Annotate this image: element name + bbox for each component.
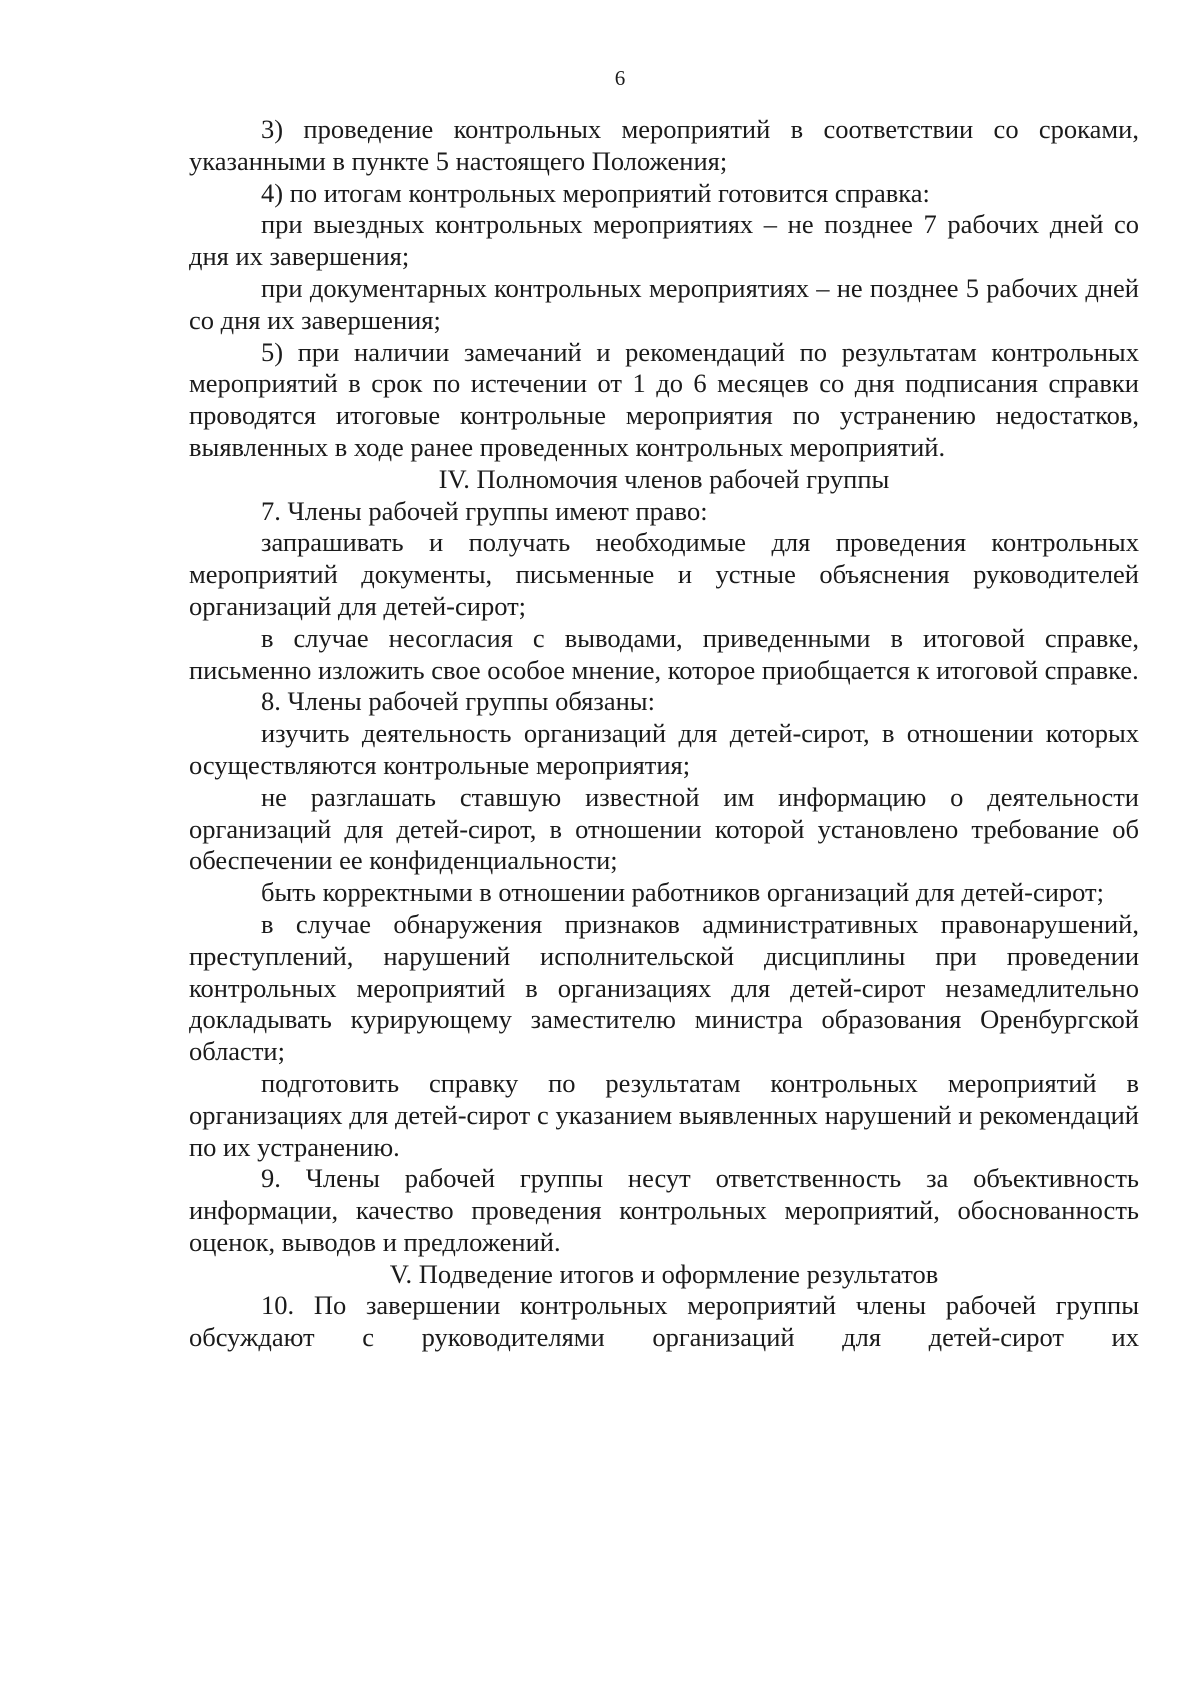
paragraph-clause-9: 9. Члены рабочей группы несут ответственность за объективность информации, качество проведения контрольных мероприятий, обоснованность оценок, выводов и предложений. <box>189 1163 1139 1257</box>
paragraph-duty-correctness: быть корректными в отношении работников организаций для детей-сирот; <box>261 877 1104 908</box>
paragraph-duty-study: изучить деятельность организаций для детей-сирот, в отношении которых осуществляются контрольные мероприятия; <box>189 718 1139 780</box>
paragraph-duty-report-violations: в случае обнаружения признаков административных правонарушений, преступлений, нарушений исполнительской дисциплины при проведении контрольных мероприятий в организациях для детей-сирот незамедлительно докладывать курирующему заместителю министра образования Оренбургской области; <box>189 908 1139 1067</box>
paragraph-item-4: 4) по итогам контрольных мероприятий готовится справка: <box>261 177 930 208</box>
paragraph-clause-7: 7. Члены рабочей группы имеют право: <box>261 495 708 526</box>
paragraph-clause-8: 8. Члены рабочей группы обязаны: <box>261 686 655 717</box>
page-number: 6 <box>614 66 626 90</box>
paragraph-item-5: 5) при наличии замечаний и рекомендаций по результатам контрольных мероприятий в срок по истечении от 1 до 6 месяцев со дня подписания справки проводятся итоговые контрольные мероприятия по устранению недостатков, выявленных в ходе ранее проведенных контрольных мероприятий. <box>189 336 1139 462</box>
section-heading-v: V. Подведение итогов и оформление результатов <box>389 1258 939 1289</box>
paragraph-clause-10: 10. По завершении контрольных мероприятий члены рабочей группы обсуждают с руководителями организаций для детей-сирот их <box>189 1290 1139 1353</box>
paragraph-duty-prepare-report: подготовить справку по результатам контрольных мероприятий в организациях для детей-сирот с указанием выявленных нарушений и рекомендаций по их устранению. <box>189 1067 1139 1162</box>
section-heading-iv: IV. Полномочия членов рабочей группы <box>438 463 890 494</box>
paragraph-right-request: запрашивать и получать необходимые для проведения контрольных мероприятий документы, письменные и устные объяснения руководителей организаций для детей-сирот; <box>189 527 1139 621</box>
paragraph-duty-confidentiality: не разглашать ставшую известной им информацию о деятельности организаций для детей-сирот, в отношении которой установлено требование об обеспечении ее конфиденциальности; <box>189 781 1139 876</box>
document-body <box>189 114 1139 1354</box>
paragraph-field-visits-deadline: при выездных контрольных мероприятиях – не позднее 7 рабочих дней со дня их завершения; <box>189 209 1139 272</box>
paragraph-right-dissent: в случае несогласия с выводами, приведенными в итоговой справке, письменно изложить свое особое мнение, которое приобщается к итоговой справке. <box>189 622 1139 685</box>
paragraph-item-3: 3) проведение контрольных мероприятий в соответствии со сроками, указанными в пункте 5 настоящего Положения; <box>189 114 1139 176</box>
paragraph-documentary-deadline: при документарных контрольных мероприятиях – не позднее 5 рабочих дней со дня их завершения; <box>189 272 1139 335</box>
